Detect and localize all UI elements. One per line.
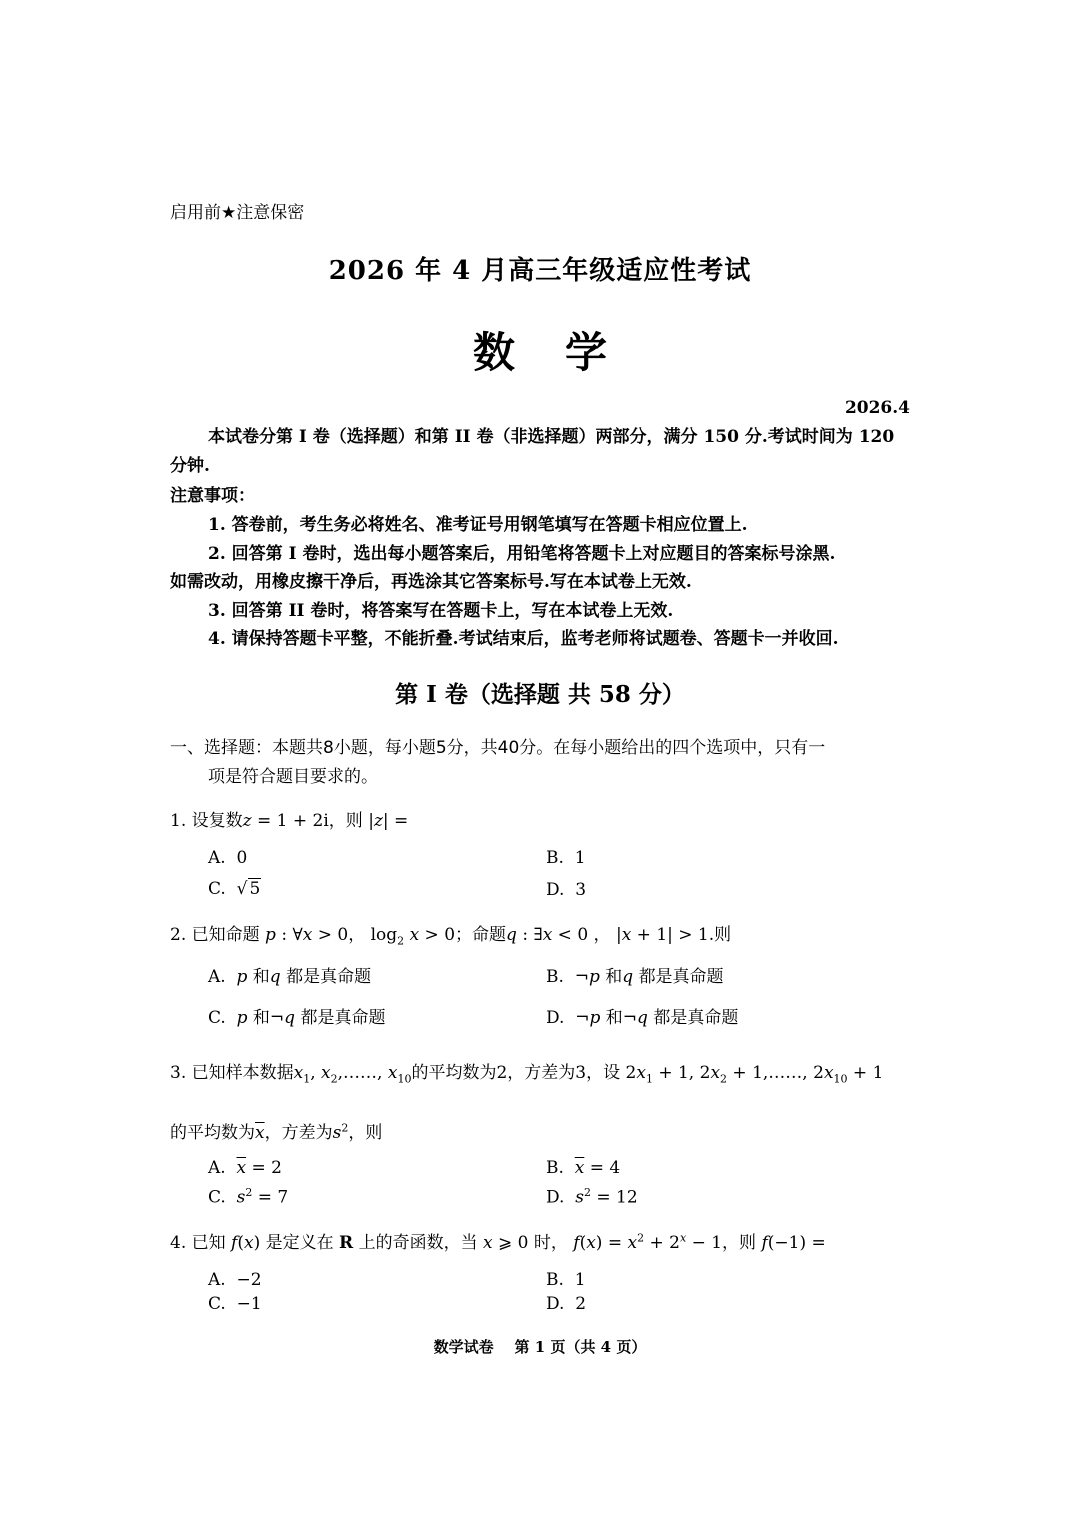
question-3: 3. 已知样本数据$x_1$, $x_2,\dots\dots$, $x_{10}$的平均数为2，方差为3，设 $2x_1 + 1$, $2x_2$ + 1,……, $2x_{10} + 1$ <box>170 1063 884 1086</box>
question-1: 1. 设复数z = 1 + 2i，则 |z| = <box>170 811 409 831</box>
question-text: ；命题 <box>455 925 507 945</box>
note-2: 2. 回答第 I 卷时，选出每小题答案后，用铅笔将答题卡上对应题目的答案标号涂黑. <box>208 544 836 564</box>
given-mean: 2 <box>496 1063 508 1083</box>
question-text: 时， <box>533 1233 568 1253</box>
question-text: 的平均数为 <box>170 1123 255 1143</box>
option-label: C. <box>208 879 226 899</box>
q3-option-b: B. $\overline{x} = 4$ <box>546 1158 621 1178</box>
option-label: A. <box>208 1270 226 1290</box>
conjunction: 和 <box>605 967 623 987</box>
intro-paragraph <box>170 423 910 481</box>
q2-option-b: B. ¬p 和q 都是真命题 <box>546 967 724 987</box>
q4-option-d <box>546 1294 586 1314</box>
part-heading-line-1: 一、选择题：本题共8小题，每小题5分，共40分。在每小题给出的四个选项中，只有一 <box>170 738 826 758</box>
note-4: 4. 请保持答题卡平整，不能折叠.考试结束后，监考老师将试题卷、答题卡一并收回. <box>208 629 839 649</box>
note-2-cont: 如需改动，用橡皮擦干净后，再选涂其它答案标号.写在本试卷上无效. <box>170 572 692 592</box>
option-label: D. <box>546 1187 565 1208</box>
exam-date: 2026.4 <box>844 398 910 418</box>
conjunction: 和 <box>252 1008 270 1028</box>
option-value: 5 <box>249 879 261 899</box>
question-text: ，方差为 <box>507 1063 576 1083</box>
q1-option-a <box>208 848 247 868</box>
conjunction: 和 <box>605 1008 623 1028</box>
confidential-notice: 启用前★注意保密 <box>170 203 305 223</box>
question-2: 2. 已知命题 p : ∀x > 0， $\log_2 x > 0$；命题q : ∃x < 0 ， |x + 1| > 1.则 <box>170 925 732 948</box>
option-value: 1 <box>574 848 586 868</box>
option-label: D. <box>546 880 565 900</box>
q1-option-b <box>546 848 586 868</box>
notes-heading: 注意事项： <box>170 486 255 506</box>
option-value: 0 <box>236 848 248 868</box>
intro-line-1: 本试卷分第 I 卷（选择题）和第 II 卷（非选择题）两部分，满分 150 分.考试时间为 <box>208 427 853 447</box>
question-text: ，则 <box>348 1123 383 1143</box>
option-label: A. <box>208 967 226 987</box>
option-label: B. <box>546 848 564 868</box>
question-text: ，方差为 <box>264 1123 333 1143</box>
option-label: A. <box>208 1158 226 1178</box>
option-value: 12 <box>616 1187 638 1208</box>
conjunction: 和 <box>252 967 270 987</box>
note-1: 1. 答卷前，考生务必将姓名、准考证号用钢笔填写在答题卡相应位置上. <box>208 515 748 535</box>
question-text: 设复数 <box>191 811 243 831</box>
option-value: 3 <box>575 880 587 900</box>
option-label: B. <box>546 1158 564 1178</box>
option-label: B. <box>546 967 564 987</box>
option-value: 4 <box>609 1158 621 1178</box>
page-footer: 数学试卷 第 1 页（共 4 页） <box>433 1338 647 1356</box>
question-3-cont: 的平均数为$\overline{x}$，方差为$s^2$，则 <box>170 1121 383 1143</box>
part-heading <box>170 734 910 792</box>
q3-option-a: A. $\overline{x} = 2$ <box>208 1158 282 1178</box>
note-3: 3. 回答第 II 卷时，将答案写在答题卡上，写在本试卷上无效. <box>208 601 674 621</box>
question-text: ，设 <box>586 1063 621 1083</box>
given-variance: 3 <box>575 1063 587 1083</box>
option-label: D. <box>546 1008 565 1028</box>
question-text: .则 <box>708 925 732 945</box>
question-number: 3. <box>170 1063 187 1083</box>
question-text: 已知样本数据 <box>191 1063 294 1083</box>
question-text: 的平均数为 <box>411 1063 497 1083</box>
intro-line-2: 120 分钟. <box>170 427 895 476</box>
question-text: 是定义在 <box>265 1233 334 1253</box>
option-value: 7 <box>277 1187 289 1208</box>
option-value: 都是真命题 <box>638 967 724 987</box>
option-value: 都是真命题 <box>286 967 372 987</box>
q3-option-d: D. $s^2 = 12$ <box>546 1186 638 1208</box>
option-value: −2 <box>236 1270 262 1290</box>
option-label: C. <box>208 1294 226 1314</box>
option-label: C. <box>208 1187 226 1208</box>
q1-option-c: C. √ 5 <box>208 879 261 899</box>
q4-option-a <box>208 1270 262 1290</box>
q4-option-b <box>546 1270 586 1290</box>
question-4: 4. 已知 f(x) 是定义在 R 上的奇函数，当 x ⩾ 0 时， $f(x) = x^2 + 2^x - 1$，则 f(−1) = <box>170 1231 826 1253</box>
option-label: B. <box>546 1270 564 1290</box>
q2-option-c: C. p 和¬q 都是真命题 <box>208 1008 386 1028</box>
option-value: 2 <box>271 1158 282 1178</box>
option-label: C. <box>208 1008 226 1028</box>
option-value: 都是真命题 <box>300 1008 386 1028</box>
option-value: −1 <box>236 1294 262 1314</box>
question-text: ，则 <box>722 1233 757 1253</box>
question-text: 已知 <box>191 1233 226 1253</box>
question-number: 4. <box>170 1233 187 1253</box>
q2-option-d: D. ¬p 和¬q 都是真命题 <box>546 1008 739 1028</box>
exam-title: 2026 年 4 月高三年级适应性考试 <box>328 256 752 286</box>
option-value: 1 <box>574 1270 586 1290</box>
option-label: A. <box>208 848 226 868</box>
section-title: 第 I 卷（选择题 共 58 分） <box>395 681 685 708</box>
question-number: 2. <box>170 925 187 945</box>
question-text-tail: ，则 <box>328 811 363 831</box>
question-text: 已知命题 <box>191 925 260 945</box>
q4-option-c <box>208 1294 262 1314</box>
option-value: 2 <box>575 1294 587 1314</box>
part-heading-line-2: 项是符合题目要求的。 <box>208 767 378 787</box>
option-value: 都是真命题 <box>653 1008 739 1028</box>
q2-option-a: A. p 和q 都是真命题 <box>208 967 372 987</box>
q1-option-d <box>546 880 586 900</box>
option-label: D. <box>546 1294 565 1314</box>
question-number: 1. <box>170 811 187 831</box>
q3-option-c: C. $s^2 = 7$ <box>208 1186 289 1208</box>
question-text: 上的奇函数，当 <box>358 1233 478 1253</box>
subject-title: 数学 <box>472 328 657 377</box>
